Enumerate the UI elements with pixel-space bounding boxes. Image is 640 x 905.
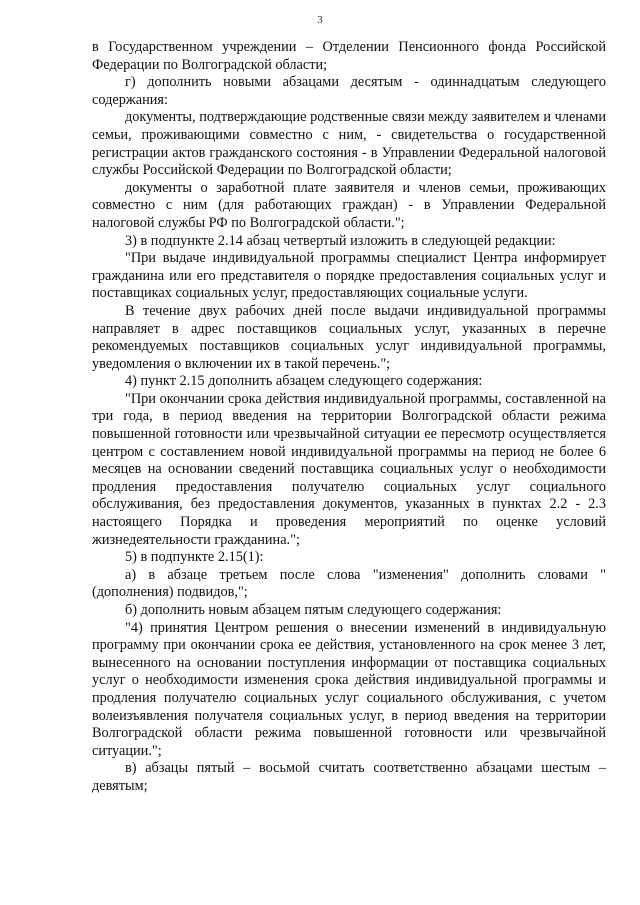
- paragraph-quote-2-15: "При окончании срока действия индивидуальной программы, составленной на три года, в период введения на территории Волгоградской области режима повышенной готовности или чрезвычайной ситуации ее пересмотр осуществляется центром с составлением новой индивидуальной программы на период не более 6 месяцев на основании сведений поставщика социальных услуг о необходимости продления предоставления получателю социальных услуг социального обслуживания, без предоставления документов, указанных в пунктах 2.2 - 2.3 настоящего Порядка и проведения мероприятий по оценке условий жизнедеятельности гражданина.";: [92, 390, 606, 548]
- paragraph-item-5v: в) абзацы пятый – восьмой считать соответственно абзацами шестым – девятым;: [92, 760, 606, 794]
- paragraph-quote-2-14: "При выдаче индивидуальной программы специалист Центра информирует гражданина или его представителя о порядке предоставления социальных услуг и поставщиках социальных услуг, предоставляющих социальные услуги.: [92, 250, 606, 302]
- document-body: [92, 39, 606, 796]
- paragraph-item-g: г) дополнить новыми абзацами десятым - одиннадцатым следующего содержания:: [92, 74, 606, 108]
- paragraph-pfr: в Государственном учреждении – Отделении Пенсионного фонда Российской Федерации по Волгоградской области;: [92, 39, 606, 73]
- paragraph-item-4: 4) пункт 2.15 дополнить абзацем следующего содержания:: [125, 373, 483, 390]
- paragraph-item-5: 5) в подпункте 2.15(1):: [125, 549, 264, 566]
- paragraph-two-days: В течение двух рабочих дней после выдачи индивидуальной программы направляет в адрес поставщиков социальных услуг, указанных в перечне рекомендуемых поставщиков социальных услуг индивидуальной программы, уведомления о включении их в такой перечень.";: [92, 302, 606, 372]
- paragraph-item-5a: а) в абзаце третьем после слова "изменения" дополнить словами "(дополнения) подвидов,";: [92, 566, 606, 601]
- page-number: 3: [317, 14, 323, 26]
- paragraph-quote-item-4: "4) принятия Центром решения о внесении изменений в индивидуальную программу при окончании срока ее действия, установленного на срок менее 3 лет, вынесенного на основании поступления информации от поставщика социальных услуг о необходимости изменения срока действия индивидуальной программы и продления получателю социальных услуг социального обслуживания, с учетом волеизъявления получателя социальных услуг, в период введения на территории Волгоградской области режима повышенной готовности или чрезвычайной ситуации.";: [92, 619, 606, 759]
- paragraph-item-3: 3) в подпункте 2.14 абзац четвертый изложить в следующей редакции:: [125, 232, 556, 249]
- paragraph-salary-documents: документы о заработной плате заявителя и членов семьи, проживающих совместно с ним (для работающих граждан) - в Управлении Федеральной налоговой службы РФ по Волгоградской области.";: [92, 179, 606, 231]
- paragraph-kinship-documents: документы, подтверждающие родственные связи между заявителем и членами семьи, проживающими совместно с ним, - свидетельства о государственной регистрации актов гражданского состояния - в Управлении Федеральной налоговой службы Российской Федерации по Волгоградской области;: [92, 109, 606, 179]
- paragraph-item-5b: б) дополнить новым абзацем пятым следующего содержания:: [125, 602, 502, 618]
